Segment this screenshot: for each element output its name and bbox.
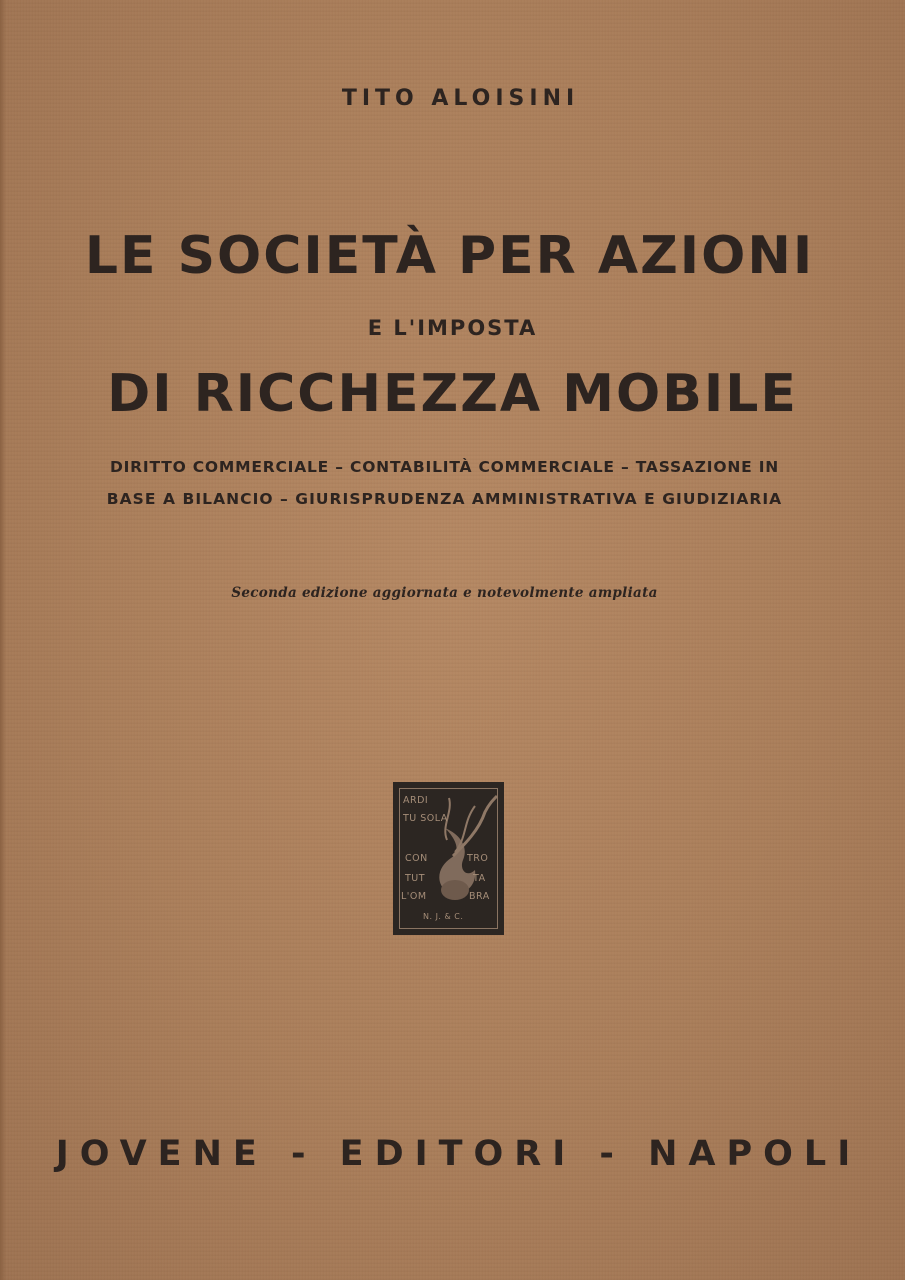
mark-motto-1: ARDI: [403, 795, 429, 806]
title-line-2: E L'IMPOSTA: [367, 316, 538, 340]
edition-note: Seconda edizione aggiornata e notevolmente ampliata: [231, 585, 658, 601]
author-name: TITO ALOISINI: [341, 86, 580, 111]
title-line-3: DI RICCHEZZA MOBILE: [107, 364, 798, 424]
mark-motto-5: TUT: [405, 873, 426, 884]
mark-motto-7: L'OM: [401, 891, 427, 902]
mark-motto-8: BRA: [469, 891, 490, 902]
mark-motto-3: CON: [405, 853, 428, 864]
mark-motto-4: TRO: [467, 853, 489, 864]
title-line-1: LE SOCIETÀ PER AZIONI: [84, 226, 815, 286]
printer-mark: [393, 782, 504, 935]
subtitle-line-2: BASE A BILANCIO – GIURISPRUDENZA AMMINISTRATIVA E GIUDIZIARIA: [106, 490, 783, 508]
publisher: JOVENE - EDITORI - NAPOLI: [55, 1134, 862, 1174]
mark-motto-2: TU SOLA: [403, 813, 448, 824]
mark-motto-6: TA: [473, 873, 486, 884]
subtitle-line-1: DIRITTO COMMERCIALE – CONTABILITÀ COMMERCIALE – TASSAZIONE IN: [109, 458, 780, 476]
cover-edge: [0, 0, 6, 1280]
mark-initials: N. J. & C.: [423, 912, 464, 921]
